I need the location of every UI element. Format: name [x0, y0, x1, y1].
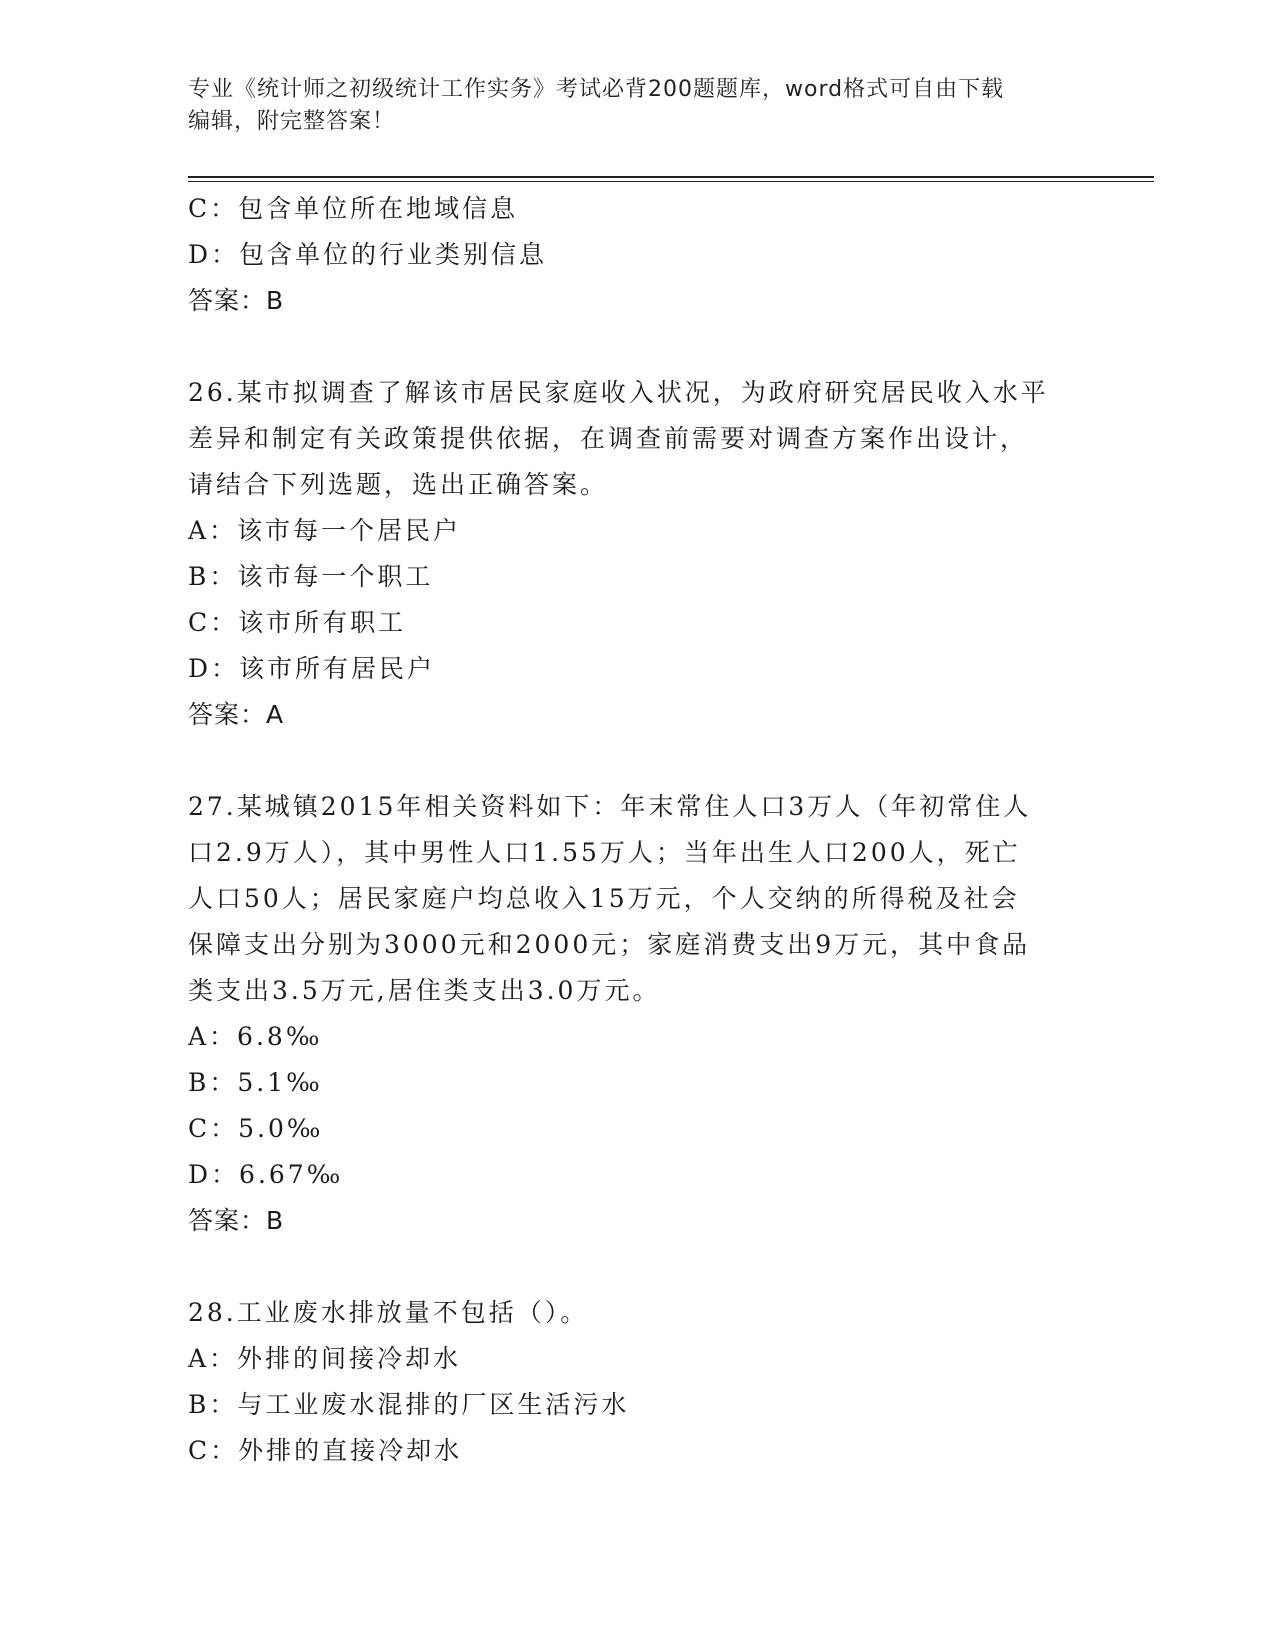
q26-option-b: B：该市每一个职工 — [188, 562, 434, 591]
q26-stem-line-3: 请结合下列选题，选出正确答案。 — [188, 470, 609, 499]
header-rule-thick — [188, 176, 1154, 178]
q26-stem-line-2: 差异和制定有关政策提供依据，在调查前需要对调查方案作出设计， — [188, 424, 1029, 453]
header-line-2: 编辑，附完整答案！ — [188, 109, 396, 134]
page-header — [188, 74, 1088, 138]
spacer — [188, 1244, 1088, 1290]
header-line-1: 专业《统计师之初级统计工作实务》考试必背200题题库，word格式可自由下载 — [188, 77, 1005, 102]
q27-option-c: C：5.0‰ — [188, 1114, 324, 1143]
q28-option-a: A：外排的间接冷却水 — [188, 1344, 462, 1373]
prev-answer: 答案：B — [188, 286, 285, 315]
q26-option-d: D：该市所有居民户 — [188, 654, 436, 683]
q28-option-b: B：与工业废水混排的厂区生活污水 — [188, 1390, 630, 1419]
q27-stem-line-2: 口2.9万人），其中男性人口1.55万人；当年出生人口200人，死亡 — [188, 838, 1021, 867]
q27-option-a: A：6.8‰ — [188, 1022, 323, 1051]
q27-stem-line-3: 人口50人；居民家庭户均总收入15万元，个人交纳的所得税及社会 — [188, 884, 1020, 913]
prev-option-c: C：包含单位所在地域信息 — [188, 194, 519, 223]
question-list — [188, 186, 1088, 1474]
q27-stem-line-4: 保障支出分别为3000元和2000元；家庭消费支出9万元，其中食品 — [188, 930, 1031, 959]
spacer — [188, 324, 1088, 370]
q26-option-c: C：该市所有职工 — [188, 608, 407, 637]
q28-stem-line-1: 28.工业废水排放量不包括（）。 — [188, 1298, 589, 1327]
q26-answer: 答案：A — [188, 700, 285, 729]
spacer — [188, 738, 1088, 784]
q27-option-d: D：6.67‰ — [188, 1160, 344, 1189]
q27-answer: 答案：B — [188, 1206, 285, 1235]
q27-option-b: B：5.1‰ — [188, 1068, 323, 1097]
q26-option-a: A：该市每一个居民户 — [188, 516, 462, 545]
prev-option-d: D：包含单位的行业类别信息 — [188, 240, 548, 269]
header-rule-thin — [188, 181, 1154, 182]
q27-stem-line-5: 类支出3.5万元,居住类支出3.0万元。 — [188, 976, 661, 1005]
q28-option-c: C：外排的直接冷却水 — [188, 1436, 463, 1465]
q27-stem-line-1: 27.某城镇2015年相关资料如下：年末常住人口3万人（年初常住人 — [188, 792, 1032, 821]
q26-stem-line-1: 26.某市拟调查了解该市居民家庭收入状况，为政府研究居民收入水平 — [188, 378, 1049, 407]
